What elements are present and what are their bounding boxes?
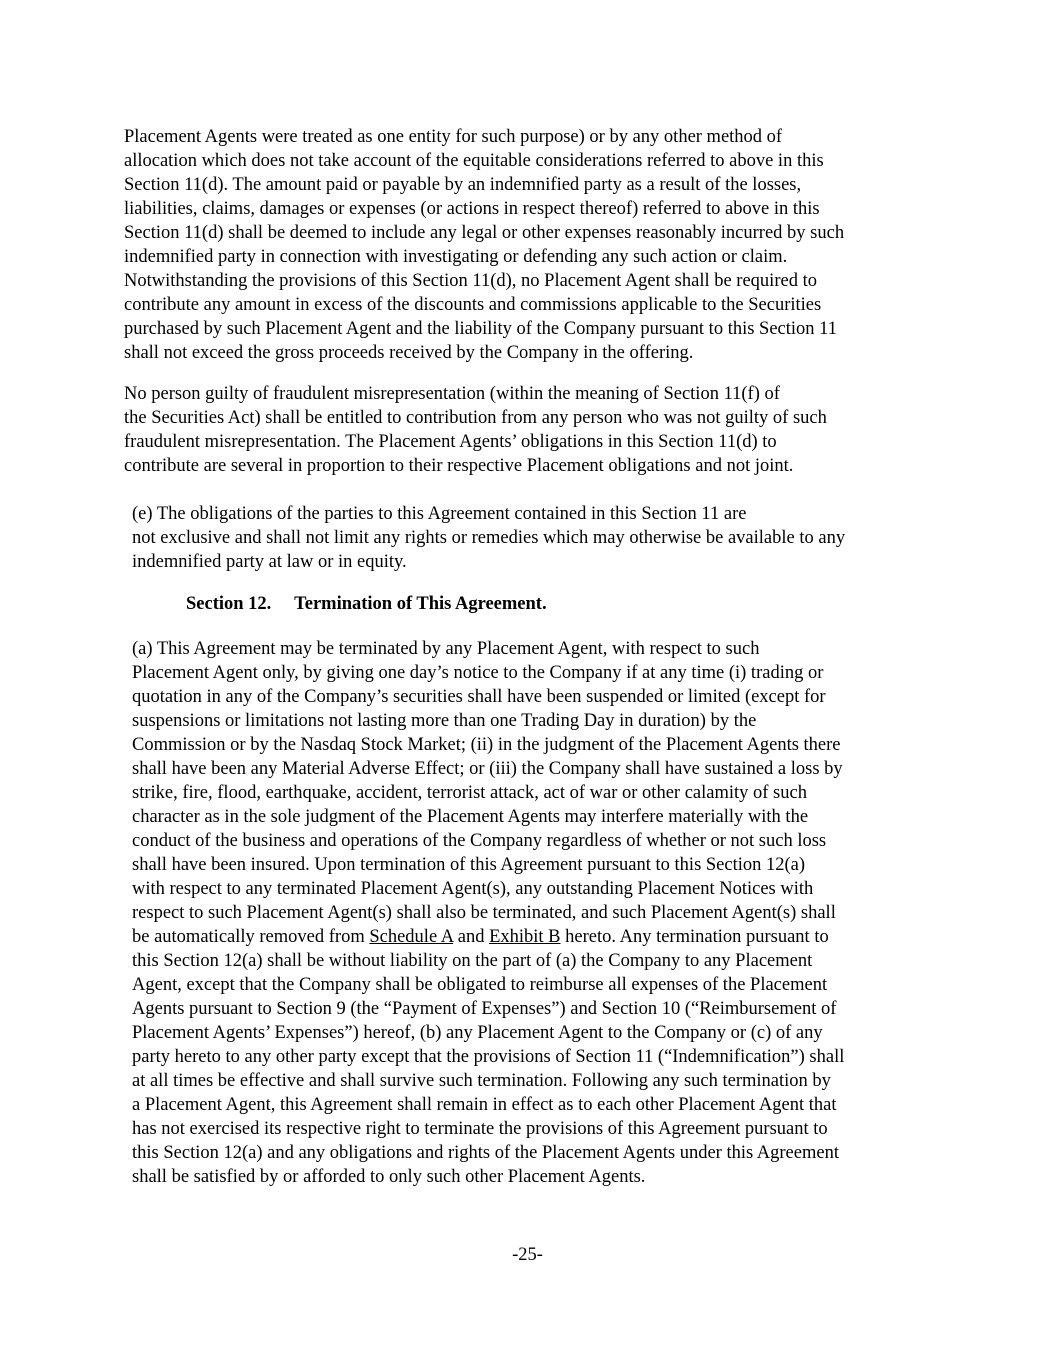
paragraph-12a-termination	[132, 637, 944, 1189]
paragraph-11e-obligations: (e) The obligations of the parties to this Agreement contained in this Section 11 are not exclusive and shall not limit any rights or remedies which may otherwise be available to any indemnified party at law or in equity.	[132, 504, 846, 572]
paragraph-contribution-method: Placement Agents were treated as one entity for such purpose) or by any other method of allocation which does not take account of the equitable considerations referred to above in this Section 11(d). The amount paid or payable by an indemnified party as a result of the losses, liabilities, claims, damages or expenses (or actions in respect thereof) referred to above in this Section 11(d) shall be deemed to include any legal or other expenses reasonably incurred by such indemnified party in connection with investigating or defending any such action or claim. Notwithstanding the provisions of this Section 11(d), no Placement Agent shall be required to contribute any amount in excess of the discounts and commissions applicable to the Securities purchased by such Placement Agent and the liability of the Company pursuant to this Section 11 shall not exceed the gross proceeds received by the Company in the offering.	[124, 127, 845, 363]
paragraph-12a-text-start: (a) This Agreement may be terminated by any Placement Agent, with respect to such Placement Agent only, by giving one day’s notice to the Company if at any time (i) trading or quotation in any of the Company’s securities shall have been suspended or limited (except for suspensions or limitations not lasting more than one Trading Day in duration) by the Commission or by the Nasdaq Stock Market; (ii) in the judgment of the Placement Agents there shall have been any Material Adverse Effect; or (iii) the Company shall have sustained a loss by strike, fire, flood, earthquake, accident, terrorist attack, act of war or other calamity of such character as in the sole judgment of the Placement Agents may interfere materially with the conduct of the business and operations of the Company regardless of whether or not such loss shall have been insured. Upon termination of this Agreement pursuant to this Section 12(a) with respect to any terminated Placement Agent(s), any outstanding Placement Notices with respect to such Placement Agent(s) shall also be terminated, and such Placement Agent(s) shall be automatically removed from	[132, 639, 843, 947]
section-12-heading: Section 12. Termination of This Agreement.	[186, 594, 547, 614]
paragraph-fraudulent-misrepresentation: No person guilty of fraudulent misrepresentation (within the meaning of Section 11(f) of the Securities Act) shall be entitled to contribution from any person who was not guilty of such fraudulent misrepresentation. The Placement Agents’ obligations in this Section 11(d) to contribute are several in proportion to their respective Placement obligations and not joint.	[124, 384, 827, 476]
schedule-a-reference: Schedule A	[369, 927, 454, 947]
and-connector: and	[453, 927, 490, 947]
paragraph-12a-text-end: hereto. Any termination pursuant to this Section 12(a) shall be without liability on the part of (a) the Company to any Placement Agent, except that the Company shall be obligated to reimburse all expenses of the Placement Agents pursuant to Section 9 (the “Payment of Expenses”) and Section 10 (“Reimbursement of Placement Agents’ Expenses”) hereof, (b) any Placement Agent to the Company or (c) of any party hereto to any other party except that the provisions of Section 11 (“Indemnification”) shall at all times be effective and shall survive such termination. Following any such termination by a Placement Agent, this Agreement shall remain in effect as to each other Placement Agent that has not exercised its respective right to terminate the provisions of this Agreement pursuant to this Section 12(a) and any obligations and rights of the Placement Agents under this Agreement shall be satisfied by or afforded to only such other Placement Agents.	[132, 927, 845, 1187]
exhibit-b-reference: Exhibit B	[489, 927, 561, 947]
page-number: -25-	[512, 1245, 543, 1265]
